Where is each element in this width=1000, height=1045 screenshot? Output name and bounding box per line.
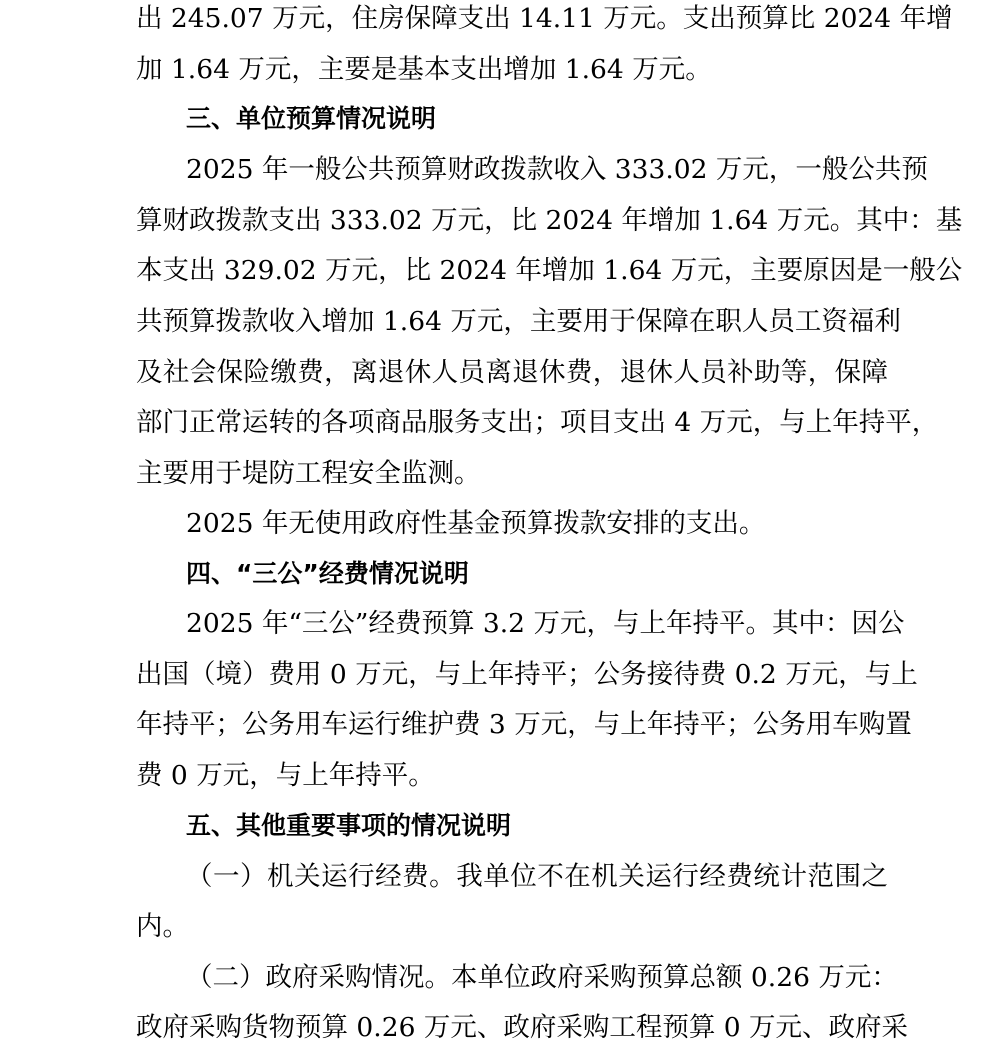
section-heading-5: 五、其他重要事项的情况说明 [186, 811, 512, 840]
paragraph-line: 内。 [136, 911, 189, 942]
paragraph-line: （二）政府采购情况。本单位政府采购预算总额 0.26 万元： [186, 962, 898, 993]
paragraph-line: 2025 年“三公”经费预算 3.2 万元，与上年持平。其中：因公 [186, 608, 905, 639]
paragraph-line: 共预算拨款收入增加 1.64 万元，主要用于保障在职人员工资福利 [136, 306, 901, 337]
paragraph-line: 年持平；公务用车运行维护费 3 万元，与上年持平；公务用车购置 [136, 709, 912, 740]
paragraph-line: 费 0 万元，与上年持平。 [136, 760, 435, 791]
paragraph-line: 算财政拨款支出 333.02 万元，比 2024 年增加 1.64 万元。其中：基 [136, 205, 963, 236]
paragraph-line: 政府采购货物预算 0.26 万元、政府采购工程预算 0 万元、政府采 [136, 1012, 909, 1043]
paragraph-line: 2025 年一般公共预算财政拨款收入 333.02 万元，一般公共预 [186, 154, 928, 185]
paragraph-line: 本支出 329.02 万元，比 2024 年增加 1.64 万元，主要原因是一般公 [136, 255, 963, 286]
paragraph-line: 出 245.07 万元，住房保障支出 14.11 万元。支出预算比 2024 年增 [136, 3, 953, 34]
section-heading-3: 三、单位预算情况说明 [186, 104, 437, 133]
paragraph-line: 部门正常运转的各项商品服务支出；项目支出 4 万元，与上年持平， [136, 407, 939, 438]
paragraph-line: （一）机关运行经费。我单位不在机关运行经费统计范围之 [186, 861, 888, 892]
paragraph-line: 出国（境）费用 0 万元，与上年持平；公务接待费 0.2 万元，与上 [136, 659, 918, 690]
paragraph-line: 主要用于堤防工程安全监测。 [136, 458, 481, 489]
paragraph-line: 2025 年无使用政府性基金预算拨款安排的支出。 [186, 508, 766, 539]
paragraph-line: 及社会保险缴费，离退休人员离退休费，退休人员补助等，保障 [136, 357, 888, 388]
section-heading-4: 四、“三公”经费情况说明 [186, 559, 469, 588]
paragraph-line: 加 1.64 万元，主要是基本支出增加 1.64 万元。 [136, 54, 712, 85]
